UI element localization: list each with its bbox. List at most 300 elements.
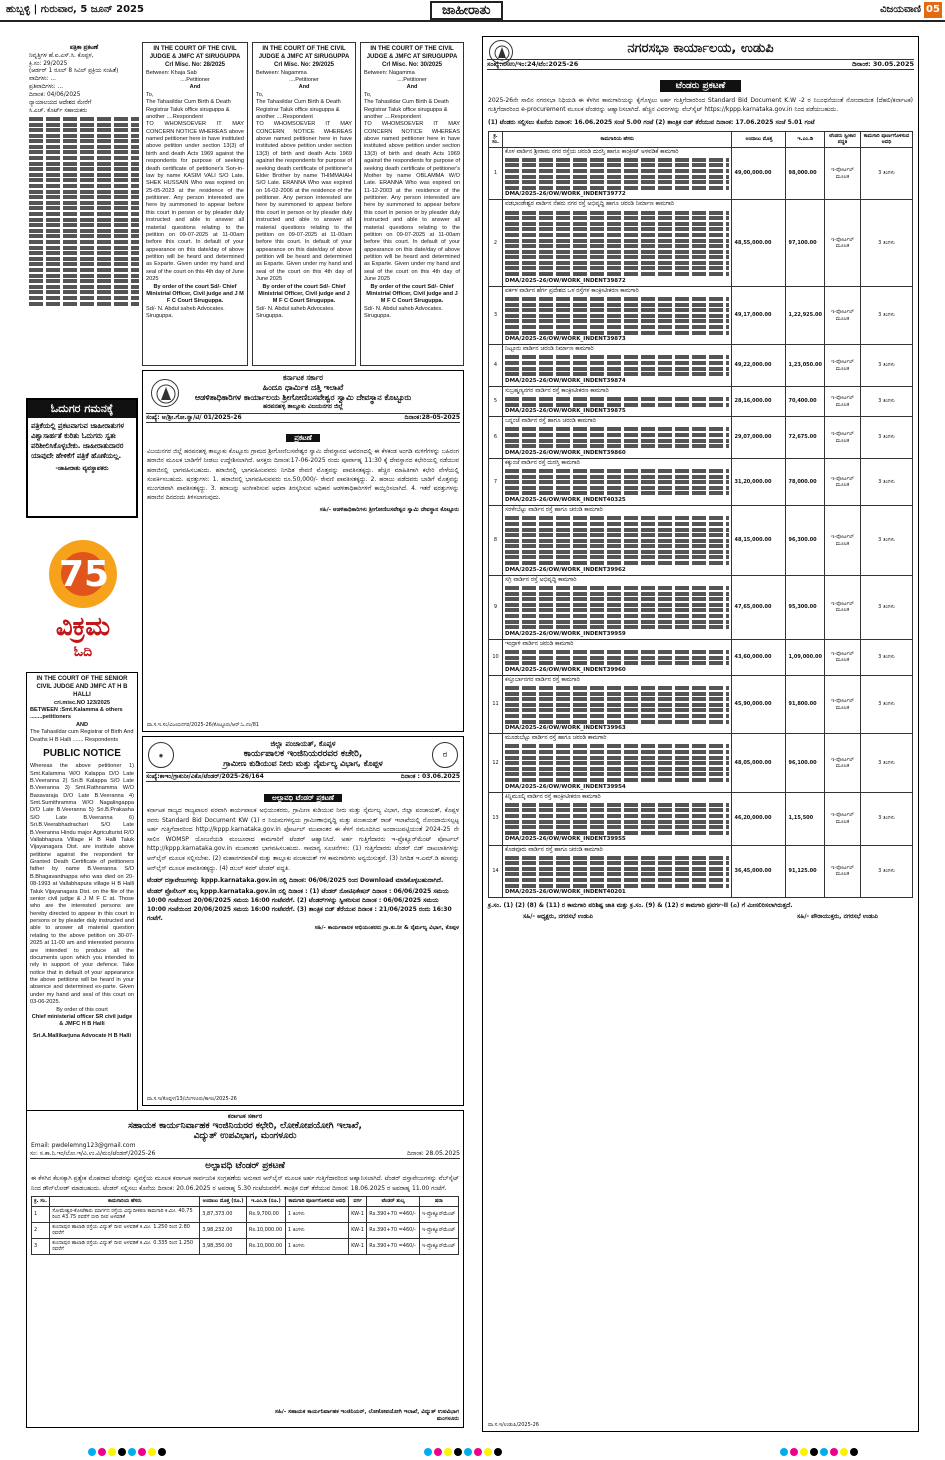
cell-period: 3 ತಿಂಗಳು: [861, 286, 913, 344]
cell-work: [503, 286, 732, 344]
court-notice-3: [360, 42, 464, 366]
cell-mode: ಇ-ಪೋರ್ಟಲ್ ಮೂಲಕ: [825, 458, 861, 505]
table-header: ಕಾಮಗಾರಿ ಪೂರ್ಣಗೊಳಿಸುವ ಅವಧಿ: [285, 1197, 348, 1207]
mangalore-tender-notice: [26, 1110, 464, 1428]
cell-amount: 48,55,000.00: [732, 200, 786, 286]
cell-work: [503, 734, 732, 792]
court-title: IN THE COURT OF THE CIVIL JUDGE & JMFC AT SIRUGUPPA: [366, 46, 458, 60]
cell-mode: ಇ-ಪೋರ್ಟಲ್ ಮೂಲಕ: [825, 200, 861, 286]
cell-emd: 96,300.00: [786, 506, 825, 576]
ref-number: ಸಂಖ್ಯೆ: ಆ/ಶ್ರೀ.ಗೋ.ಸ್ವಾ/ಟಿ/ 01/2025-26: [146, 414, 242, 421]
work-name: ವಡಭಾಂಡೇಶ್ವರ ವಾರ್ಡಿನ ನೆಹರು ನಗರ ರಸ್ತೆ ಅಭಿವೃದ್ಧಿ ಹಾಗೂ ಚರಂಡಿ ನಿರ್ಮಾಣ ಕಾಮಗಾರಿ: [505, 201, 674, 208]
court-sign: By order of the court Sd/- Chief Ministrial Officer, Civil judge and J M F C Court Siruguppa.: [366, 283, 458, 305]
cell-period: 3 ತಿಂಗಳು: [861, 575, 913, 639]
cell-no: 8: [489, 506, 503, 576]
cell-amount: 49,17,000.00: [732, 286, 786, 344]
advocate-sign: Sd/- N. Abdul saheb Advocates. Siruguppa.: [146, 305, 225, 320]
notice-date: ದಿನಾಂಕ: 30.05.2025: [852, 60, 914, 68]
cell-emd: Rs.10,000.00: [247, 1238, 286, 1254]
cell-period: 3 ತಿಂಗಳು: [861, 417, 913, 459]
cell-work: [503, 386, 732, 416]
table-row: [489, 575, 913, 639]
reader-note-body: ಪತ್ರಿಕೆಯಲ್ಲಿ ಪ್ರಕಟವಾಗುವ ಜಾಹೀರಾತುಗಳ ವಿಶ್ವಾಸಾರ್ಹತೆ ಕುರಿತು ಓದುಗರು ಸ್ವತಃ ಪರಿಶೀಲಿಸಿಕೊಳ್ಳಬೇಕು. ಜಾಹೀರಾತುದಾರರ ಯಾವುದೇ ಹೇಳಿಕೆಗೆ ಪತ್ರಿಕೆ ಹೊಣೆಯಲ್ಲ.: [31, 422, 125, 461]
table-row: [489, 417, 913, 459]
cell-amount: 47,65,000.00: [732, 575, 786, 639]
and-label: And: [298, 84, 310, 91]
cell-period: 3 ತಿಂಗಳು: [861, 792, 913, 845]
cell-period: 3 ತಿಂಗಳು: [861, 458, 913, 505]
work-indent: DMA/2025-26/OW/WORK_INDENT39955: [505, 836, 626, 843]
cell-mode: ಇ-ಪೋರ್ಟಲ್ ಮೂಲಕ: [825, 845, 861, 898]
work-description-lines: [505, 650, 729, 665]
cell-work: [503, 639, 732, 675]
udupi-tender-table: [488, 131, 913, 899]
cell-amount: 28,16,000.00: [732, 386, 786, 416]
work-name: ಕೊಳ ವಾರ್ಡಿನ ಶ್ರೀರಾಮ ನಗರ ರಸ್ತೆಯ ಚರಂಡಿ ದುರಸ್ತಿ ಹಾಗೂ ಕಾಂಕ್ರೀಟ್ ಅಳವಡಿಕೆ ಕಾಮಗಾರಿ: [505, 148, 679, 155]
cell-fee: Rs.390+70 =460/-: [367, 1206, 420, 1222]
notice-line: ಪ್ರತಿವಾದಿಗಳು: ...: [29, 84, 64, 91]
and-label: AND: [75, 721, 89, 728]
cell-no: 2: [32, 1222, 50, 1238]
notice-title: ಪ್ರಕಟಣೆ: [286, 434, 320, 442]
and-label: And: [406, 84, 418, 91]
chairman-sign: ಸಹಿ/- ಅಧ್ಯಕ್ಷರು, ನಗರಸಭೆ ಉಡುಪಿ: [523, 913, 593, 921]
jjm-logo-icon: ◉: [148, 742, 174, 768]
table-header: ಟೆಂಡರು ಸ್ವೀಕಾರ ಪದ್ಧತಿ: [825, 131, 861, 147]
work-indent: DMA/2025-26/OW/WORK_INDENT40325: [505, 497, 626, 504]
notice-date: ದಿನಾಂಕ: 28.05.2025: [407, 1150, 460, 1157]
cell-work: ಕುಂದಾಪುರ ಹಾಲಾಡಿ ರಸ್ತೆಯ ವಿದ್ಯುತ್ ದೀಪ ಅಳವಡಿಕೆ ಕಿ.ಮೀ. 0.335 ರಿಂದ 1.250 ರವರೆಗೆ: [50, 1238, 200, 1254]
work-description-lines: [505, 744, 729, 782]
cell-no: 3: [489, 286, 503, 344]
table-header: ಕಾಮಗಾರಿ ಪೂರ್ಣಗೊಳಿಸುವ ಅವಧಿ: [861, 131, 913, 147]
koppal-tender-notice: [142, 736, 464, 1106]
notice-download: ಟೆಂಡರ್ ದಸ್ತಾವೇಜುಗಳನ್ನು kppp.karnataka.gov.in ನಲ್ಲಿ ದಿನಾಂಕ: 06/06/2025 ರಿಂದ Download ಮಾಡಿಕೊಳ್ಳಬಹುದಾಗಿದೆ.: [147, 877, 444, 885]
cell-cls: KW-1: [349, 1222, 367, 1238]
notice-sign: ಸಹಿ/- ಕಾರ್ಯಪಾಲಕ ಅಭಿಯಂತರರು ಗ್ರಾ.ಕು.ನೀ & ನೈರ್ಮಲ್ಯ ವಿಭಾಗ, ಕೊಪ್ಪಳ: [314, 925, 459, 932]
cell-cls: KW-1: [349, 1206, 367, 1222]
cell-emd: 78,000.00: [786, 458, 825, 505]
cell-amount: 29,07,000.00: [732, 417, 786, 459]
cell-amount: 31,20,000.00: [732, 458, 786, 505]
work-indent: DMA/2025-26/OW/WORK_INDENT39875: [505, 408, 626, 415]
table-row: [489, 147, 913, 200]
ref-number: ಸಂ: ಸ.ಕಾ.ನಿ.ಇಂ/ಲೋ.ಇ/ವಿ.ಉ.ವಿ/ಮಂ/ಟೆಂಡರ್/2025-26: [30, 1150, 156, 1157]
work-name: ಸರಳೇಬೆಟ್ಟು ವಾರ್ಡಿನ ರಸ್ತೆ ಹಾಗೂ ಚರಂಡಿ ಕಾಮಗಾರಿ: [505, 507, 603, 514]
notice-footer: ವಾ.ಸ.ಇ/ಕೊಪ್ಪಳ/13/ಬೆಂಗಳೂರು/ಕಾಇಂ/2025-26: [147, 1096, 237, 1103]
cell-mode: ಇ-ಪೋರ್ಟಲ್ ಮೂಲಕ: [825, 345, 861, 387]
notice-footer: ವಾ.ಸ.ಇ/ಉಡುಪಿ/2025-26: [488, 1422, 539, 1429]
work-description-lines: [505, 427, 729, 448]
notice-footer: ವಾ.ಸ.ಇ.ಸಂ/ವಿಜಯನಗರ/2025-26/ಕೊಟ್ಟೂರು/ಆರ್.ಓ.ನಂ/81: [147, 722, 260, 729]
petitioner-label: ....Petitioner: [180, 77, 210, 84]
cell-period: 3 ತಿಂಗಳು: [861, 506, 913, 576]
cell-period: 1 ತಿಂಗಳು: [285, 1238, 348, 1254]
cell-amount: 43,60,000.00: [732, 639, 786, 675]
cell-emd: 91,125.00: [786, 845, 825, 898]
to-label: To,: [364, 91, 372, 98]
cell-mode: ಇ-ಪೋರ್ಟಲ್ ಮೂಲಕ: [825, 386, 861, 416]
work-description-lines: [505, 856, 729, 888]
notice-line: ನಿವೃತ್ತಿಗಳ ಹೆ.ಐ.ಎಸ್.ಸಿ. ಕೊಪ್ಪಳ,: [29, 52, 94, 59]
cell-work: ಕುಂದಾಪುರ ಹಾಲಾಡಿ ರಸ್ತೆಯ ವಿದ್ಯುತ್ ದೀಪ ಅಳವಡಿಕೆ ಕಿ.ಮೀ. 1.250 ರಿಂದ 2.80 ರವರೆಗೆ: [50, 1222, 200, 1238]
cell-mode: ಇ-ಪೋರ್ಟಲ್ ಮೂಲಕ: [825, 792, 861, 845]
cell-emd: Rs.9,700.00: [247, 1206, 286, 1222]
work-indent: DMA/2025-26/OW/WORK_INDENT39772: [505, 191, 626, 198]
work-name: ಸಗ್ರಿ ವಾರ್ಡಿನ ರಸ್ತೆ ಅಭಿವೃದ್ಧಿ ಕಾಮಗಾರಿ: [505, 576, 577, 583]
work-description-lines: [505, 686, 729, 724]
table-row: [489, 286, 913, 344]
cell-fee: Rs.390+70 =460/-: [367, 1222, 420, 1238]
cell-work: [503, 345, 732, 387]
cell-no: 2: [489, 200, 503, 286]
work-description-lines: [505, 355, 729, 376]
work-name: ಮೂಡುಬೆಟ್ಟು ವಾರ್ಡಿನ ರಸ್ತೆ ಹಾಗೂ ಚರಂಡಿ ಕಾಮಗಾರಿ: [505, 735, 607, 742]
court-title: IN THE COURT OF THE CIVIL JUDGE & JMFC AT SIRUGUPPA: [149, 46, 241, 60]
table-header: ವರ್ಗ: [349, 1197, 367, 1207]
udupi-title: ನಗರಸಭಾ ಕಾರ್ಯಾಲಯ, ಉಡುಪಿ: [627, 41, 774, 56]
cell-mode: ಇ-ಪೋರ್ಟಲ್ ಮೂಲಕ: [825, 417, 861, 459]
cell-no: 1: [489, 147, 503, 200]
work-indent: DMA/2025-26/OW/WORK_INDENT39959: [505, 630, 626, 637]
petitioner-label: ....Petitioner: [289, 77, 319, 84]
table-header: ಇ.ಎಂ.ಡಿ (ರೂ.): [247, 1197, 286, 1207]
court-title: IN THE COURT OF THE CIVIL JUDGE & JMFC AT SIRUGUPPA: [258, 46, 350, 60]
reader-note-sign: -ಜಾಹೀರಾತು ವ್ಯವಸ್ಥಾಪಕರು: [55, 464, 109, 472]
notice-date: ದಿನಾಂಕ:28-05-2025: [404, 414, 460, 421]
cell-mode: ಇ-ಪೋರ್ಟಲ್ ಮೂಲಕ: [825, 506, 861, 576]
work-indent: DMA/2025-26/OW/WORK_INDENT39874: [505, 377, 626, 384]
cell-no: 13: [489, 792, 503, 845]
to-label: To,: [146, 91, 154, 98]
masthead-city-date: ಹುಬ್ಬಳ್ಳಿ | ಗುರುವಾರ, 5 ಜೂನ್ 2025: [6, 4, 144, 15]
work-name: ಕೊಡವೂರು ವಾರ್ಡಿನ ರಸ್ತೆ ಹಾಗೂ ಚರಂಡಿ ಕಾಮಗಾರಿ: [505, 846, 603, 853]
koppal-line1: ಜಿಲ್ಲಾ ಪಂಚಾಯತ್, ಕೊಪ್ಪಳ: [270, 740, 336, 748]
cell-emd: 72,675.00: [786, 417, 825, 459]
koppal-line3: ಗ್ರಾಮೀಣ ಕುಡಿಯುವ ನೀರು ಮತ್ತು ನೈರ್ಮಲ್ಯ ವಿಭಾಗ, ಕೊಪ್ಪಳ: [223, 759, 383, 768]
cell-period: 3 ತಿಂಗಳು: [861, 675, 913, 733]
notice-line: ದಿನಾಂಕ: 04/06/2025: [29, 91, 81, 98]
cell-period: 3 ತಿಂಗಳು: [861, 386, 913, 416]
notice-title: ಟೆಂಡರು ಪ್ರಕಟಣೆ: [660, 80, 741, 92]
cell-amount: 49,22,000.00: [732, 345, 786, 387]
cell-work: [503, 147, 732, 200]
cell-amount: 36,45,000.00: [732, 845, 786, 898]
cell-no: 5: [489, 386, 503, 416]
cell-emd: 97,100.00: [786, 200, 825, 286]
cell-cls: KW-1: [349, 1238, 367, 1254]
table-row: [489, 734, 913, 792]
gov-name: ಕರ್ನಾಟಕ ಸರ್ಕಾರ: [227, 1113, 263, 1120]
parties-between: BETWEEN :Smt.Kalamma & others ........petitioners: [30, 707, 123, 721]
court-notice-1: [142, 42, 248, 366]
cell-work: [503, 458, 732, 505]
table-row: [489, 675, 913, 733]
notice-dates: (1) ಟೆಂಡರು ಸಲ್ಲಿಸಲು ಕೊನೆಯ ದಿನಾಂಕ: 16.06.2025 ಸಂಜೆ 5.00 ಗಂಟೆ (2) ತಾಂತ್ರಿಕ ಬಿಡ್ ತೆರೆಯುವ ದಿನಾಂಕ: 17.06.2025 ಸಂಜೆ 5.01 ಗಂಟೆ: [488, 118, 815, 126]
parties-between: Between: Khaja Sab: [146, 69, 197, 76]
cell-amount: 3,87,373.00: [200, 1206, 247, 1222]
work-name: ಕಿನ್ನಿಮೂಲ್ಕಿ ವಾರ್ಡಿನ ರಸ್ತೆ ಕಾಂಕ್ರೀಟೀಕರಣ ಕಾಮಗಾರಿ: [505, 793, 601, 800]
cell-work: [503, 417, 732, 459]
table-row: [32, 1222, 459, 1238]
notice-body: ಈ ಕೆಳಗಿನ ಕೆಲಸಕ್ಕಾಗಿ ಪ್ರತ್ಯೇಕ ಮೊಹರಾದ ಟೆಂಡರನ್ನು ವ್ಯವಸ್ಥೆಯ ಮೂಲಕ ಕರ್ನಾಟಕ ಸಾರ್ವಜನಿಕ ಸಂಗ್ರಹಣೆಯ ಅನುಸಾರ ಆನ್‌ಲೈನ್ ಮೂಲಕ ಅರ್ಹ ಗುತ್ತಿಗೆದಾರರಿಂದ ಆಹ್ವಾನಿಸಲಾಗಿದೆ. ಟೆಂಡರ್ ದಸ್ತಾವೇಜುಗಳನ್ನು ವೆಬ್‌ಸೈಟ್ ನಿಂದ ಡೌನ್‌ಲೋಡ್ ಮಾಡಬಹುದು. ಟೆಂಡರ್ ಸಲ್ಲಿಸಲು ಕೊನೆಯ ದಿನಾಂಕ: 20.06.2025 ರ ಅಪರಾಹ್ನ 5.30 ಗಂಟೆಯವರೆಗೆ. ತಾಂತ್ರಿಕ ಬಿಡ್ ತೆರೆಯುವ ದಿನಾಂಕ: 18.06.2025 ರ ಅಪರಾಹ್ನ 11.00 ಗಂಟೆಗೆ.: [31, 1175, 459, 1192]
work-indent: DMA/2025-26/OW/WORK_INDENT39873: [505, 336, 626, 343]
cell-amount: 48,05,000.00: [732, 734, 786, 792]
officer-sign: Chief ministerial officer SR civil judge & JMFC H B Halli: [31, 1013, 133, 1028]
table-header: ಟೆಂಡರ್ ಶುಲ್ಕ: [367, 1197, 420, 1207]
cell-period: 3 ತಿಂಗಳು: [861, 200, 913, 286]
cell-amount: 3,98,350.00: [200, 1238, 247, 1254]
advocate-sign: Sd/- N. Abdul saheb Advocates. Siruguppa.: [256, 305, 335, 320]
cell-period: 1 ತಿಂಗಳು: [285, 1206, 348, 1222]
work-indent: DMA/2025-26/OW/WORK_INDENT39962: [505, 566, 626, 573]
work-name: ಪರ್ಕಳ ವಾರ್ಡಿನ ಹೆರ್ಗ ಪ್ರದೇಶದ ಒಳ ರಸ್ತೆಗಳ ಕಾಂಕ್ರೀಟೀಕರಣ ಕಾಮಗಾರಿ: [505, 287, 639, 294]
work-description-lines: [505, 397, 729, 407]
notice-body: ಕರ್ನಾಟಕ ರಾಜ್ಯದ ರಾಜ್ಯಪಾಲರ ಪರವಾಗಿ ಕಾರ್ಯಪಾಲಕ ಅಭಿಯಂತರರು, ಗ್ರಾಮೀಣ ಕುಡಿಯುವ ನೀರು ಮತ್ತು ನೈರ್ಮಲ್ಯ ವಿಭಾಗ, ಜಿಲ್ಲಾ ಪಂಚಾಯತ್, ಕೊಪ್ಪಳ ರವರು Standard Bid Document KW (1) ರ ನಿಯಮಗಳನ್ವಯ ಗ್ರಾಮೀಣಾಭಿವೃದ್ಧಿ ಮತ್ತು ಪಂಚಾಯತ್ ರಾಜ್ ಇಲಾಖೆಯಲ್ಲಿ ನೋಂದಾಯಿಸಲ್ಪಟ್ಟ ಅರ್ಹ ಗುತ್ತಿಗೆದಾರರಿಂದ http://kppp.karnataka.gov.in ಪೋರ್ಟಲ್ ಮುಖಾಂತರ ಈ ಕೆಳಗೆ ನಮೂದಿಸಿದ ಅಂದಾಜುಪಟ್ಟಿಯಂತೆ 2024-25 ನೇ ಸಾಲಿನ WOMSP ಯೋಜನೆಯಡಿ ಮಂಜೂರಾದ ಕಾಮಗಾರಿಗೆ ಟೆಂಡರ್ ಆಹ್ವಾನಿಸಿದೆ. ಅರ್ಹ ಗುತ್ತಿಗೆದಾರರು ಇ-ಪ್ರೊಕ್ಯೂರ್‌ಮೆಂಟ್ ಪೋರ್ಟಲ್ http://kppp.karnataka.gov.in ಮುಖಾಂತರ ಭಾಗವಹಿಸಬಹುದು. ಸಾಮಾನ್ಯ ಸೂಚನೆಗಳು: (1) ಗುತ್ತಿಗೆದಾರರು ಟೆಂಡರ್ ಬಿಡ್ ದಾಖಲಾತಿಗಳನ್ನು ಆನ್‌ಲೈನ್ ಮೂಲಕ ಸಲ್ಲಿಸಬೇಕು. (2) ಮಹಾನಗರಪಾಲಿಕೆ ಮತ್ತು ತಾಲ್ಲೂಕು ಪಂಚಾಯತ್ ಗಳ ಕಾಮಗಾರಿಗಳು ಅನ್ವಯಿಸುತ್ತವೆ. (3) ನಿಗದಿತ ಇ.ಎಮ್.ಡಿ ಹಣವನ್ನು ಆನ್‌ಲೈನ್ ಮೂಲಕ ಪಾವತಿಸತಕ್ಕದ್ದು. (4) ಡಬಲ್ ಕವರ್ ಟೆಂಡರ್ ಪದ್ದತಿ.: [147, 807, 459, 872]
case-number: Crl Misc. No: 29/2025: [273, 61, 335, 68]
work-indent: DMA/2025-26/OW/WORK_INDENT39960: [505, 666, 626, 673]
cell-work: [503, 575, 732, 639]
notice-sign: ಸಹಿ/- ಸಹಾಯಕ ಕಾರ್ಯನಿರ್ವಾಹಕ ಇಂಜಿನಿಯರ್, ಲೋಕೋಪಯೋಗಿ ಇಲಾಖೆ, ವಿದ್ಯುತ್ ಉಪವಿಭಾಗ ಮಂಗಳೂರು: [274, 1408, 459, 1423]
notice-body: TO WHOMSOEVER IT MAY CONCERN NOTICE WHEREAS above named petitioner here in have instituted above petition under section 13(3) of birth and death Acts 1969 against the respondents for purpose of seeking death certificate of petitioner's Son-in-law by name KASIM VALI S/O Late. SHEK HUSSAIN Who was expired on 25-05-2023 at the residence of the petitioner. Any person interested are here by summoned to appear before this court in person or by pleader duly instructed and able to answer all material questions relating to the petition on 09-07-2025 at 11-00am before this court. In default of your appearance on this date/day of above petition will be heard and determined as Exparte. Given under my hand and seal of the court on this 4th day of June 2025: [146, 121, 244, 283]
cell-no: 9: [489, 575, 503, 639]
cell-no: 6: [489, 417, 503, 459]
notice-title: ಅಲ್ಪಾವಧಿ ಟೆಂಡರ್ ಪ್ರಕಟಣೆ: [205, 1161, 285, 1171]
cell-mode: ಇ-ಪೋರ್ಟಲ್ ಮೂಲಕ: [825, 734, 861, 792]
table-row: [489, 506, 913, 576]
cell-emd: 98,000.00: [786, 147, 825, 200]
notice-body: TO WHOMSOEVER IT MAY CONCERN NOTICE WHEREAS above named petitioner here in have instituted above petition under section 13(3) of birth and death Acts 1969 against the respondents for purpose of seeking death certificate of petitioner's Mother by name OBLAMMA W/O Late. ERANNA Who was expired on 11-12-2003 at the residence of the petitioner. Any person interested are here by summoned to appear before this court in person or by pleader duly instructed and able to answer all material questions relating to the petition on 09-07-2025 at 11-00am before this court. In default of your appearance on this date/day of above petition will be heard and determined as Exparte. Given under my hand and seal of the court on this 4th day of June 2025: [364, 121, 460, 283]
cell-period: 3 ತಿಂಗಳು: [861, 845, 913, 898]
notice-line: (ಆರ್ಡರ್ 1 ರೂಲ್ 8 ಸಿವಿಲ್ ಪ್ರಕ್ರಿಯ ಸಂಹಿತೆ): [29, 68, 119, 75]
cell-note: ಇ-ಪ್ರೊಕ್ಯೂರ್‌ಮೆಂಟ್: [419, 1206, 458, 1222]
table-header: ಇ.ಎಂ.ಡಿ: [786, 131, 825, 147]
cell-amount: 49,00,000.00: [732, 147, 786, 200]
work-indent: DMA/2025-26/OW/WORK_INDENT39872: [505, 277, 626, 284]
work-description-lines: [505, 803, 729, 835]
cell-note: ಇ-ಪ್ರೊಕ್ಯೂರ್‌ಮೆಂಟ್: [419, 1222, 458, 1238]
office-place: ಹರಪನಹಳ್ಳಿ ತಾಲ್ಲೂಕು ವಿಜಯನಗರ ಜಿಲ್ಲೆ: [263, 403, 343, 410]
cell-work: [503, 845, 732, 898]
logo-number: 75: [59, 554, 110, 595]
parties-between: Between: Nagamma: [364, 69, 415, 76]
dept-name: ಹಿಂದೂ ಧಾರ್ಮಿಕ ದತ್ತಿ ಇಲಾಖೆ: [262, 383, 344, 392]
print-registration-right: [780, 1448, 858, 1456]
cell-period: 3 ತಿಂಗಳು: [861, 345, 913, 387]
notice-text-lines: [29, 117, 139, 306]
court-title: IN THE COURT OF THE SENIOR CIVIL JUDGE AND JMFC AT H B HALLI: [36, 676, 128, 698]
work-name: ಕಸ್ತೂರ್ಬಾನಗರ ವಾರ್ಡಿನ ರಸ್ತೆ ಕಾಮಗಾರಿ: [505, 676, 580, 683]
cell-emd: 1,09,000.00: [786, 639, 825, 675]
cell-work: [503, 792, 732, 845]
cell-emd: 70,400.00: [786, 386, 825, 416]
section-title: ಜಾಹೀರಾತು: [430, 1, 503, 20]
cell-no: 11: [489, 675, 503, 733]
cell-emd: 96,100.00: [786, 734, 825, 792]
work-indent: DMA/2025-26/OW/WORK_INDENT39860: [505, 449, 626, 456]
work-description-lines: [505, 586, 729, 629]
respondents: The Tahasildar cum Registrar of Birth And Deaths H B Halli ....... Respondents: [30, 729, 134, 743]
respondent: The Tahasildar Cum Birth & Death Registrar Taluk office siruguppa & another ....Respondent: [364, 99, 449, 120]
cell-emd: 1,22,925.00: [786, 286, 825, 344]
masthead: [0, 0, 945, 22]
cell-work: [503, 675, 732, 733]
cell-emd: Rs.10,000.00: [247, 1222, 286, 1238]
table-row: [489, 345, 913, 387]
koppal-line2: ಕಾರ್ಯಪಾಲಕ ಇಂಜಿನಿಯರರವರ ಕಚೇರಿ,: [243, 749, 363, 759]
cell-emd: 1,15,500: [786, 792, 825, 845]
cell-no: 3: [32, 1238, 50, 1254]
cell-amount: 48,15,000.00: [732, 506, 786, 576]
notice-line: ಕ್ರಿ.ಸಂ: 29/2025: [29, 60, 68, 67]
notice-line: ಪತ್ರಿಕಾ ಪ್ರಕಟಣೆ: [69, 45, 99, 51]
vikrama-75-logo: [27, 532, 139, 664]
work-description-lines: [505, 158, 729, 190]
cell-no: 14: [489, 845, 503, 898]
kannada-court-notice: [26, 42, 142, 318]
cell-no: 7: [489, 458, 503, 505]
cell-work: [503, 200, 732, 286]
cell-emd: 1,23,050.00: [786, 345, 825, 387]
office-line1: ಸಹಾಯಕ ಕಾರ್ಯನಿರ್ವಾಹಕ ಇಂಜಿನಿಯರರ ಕಛೇರಿ, ಲೋಕೋಪಯೋಗಿ ಇಲಾಖೆ,: [128, 1121, 362, 1131]
work-indent: DMA/2025-26/OW/WORK_INDENT40201: [505, 889, 626, 896]
work-indent: DMA/2025-26/OW/WORK_INDENT39954: [505, 783, 626, 790]
notice-body: ವಿಜಯನಗರ ಜಿಲ್ಲೆ ಹರಪನಹಳ್ಳಿ ತಾಲ್ಲೂಕು ಕೊಟ್ಟೂರು ಗ್ರಾಮದ ಶ್ರೀಗೋಣಿಬಸವೇಶ್ವರ ಸ್ವಾಮಿ ದೇವಸ್ಥಾನದ ಆವರಣದಲ್ಲಿ ಈ ಕೆಳಕಂಡ ಅಂಗಡಿ ಮಳಿಗೆಗಳನ್ನು ಬಹಿರಂಗ ಹರಾಜಿನ ಮೂಲಕ ಬಾಡಿಗೆಗೆ ನೀಡಲು ಉದ್ದೇಶಿಸಲಾಗಿದೆ. ಆಸಕ್ತರು ದಿನಾಂಕ:17-06-2025 ರಂದು ಪೂರ್ವಾಹ್ನ 11:30 ಕ್ಕೆ ದೇವಸ್ಥಾನದ ಕಛೇರಿಯಲ್ಲಿ ನಡೆಯುವ ಹರಾಜಿನಲ್ಲಿ ಭಾಗವಹಿಸಬಹುದು. ಹರಾಜಿನಲ್ಲಿ ಭಾಗವಹಿಸುವವರು ನಿಗದಿತ ಠೇವಣಿ ಮೊತ್ತವನ್ನು ಪಾವತಿಸತಕ್ಕದ್ದು. ಹೆಚ್ಚಿನ ಮಾಹಿತಿಗಾಗಿ ಕಛೇರಿ ವೇಳೆಯಲ್ಲಿ ಸಂಪರ್ಕಿಸಬಹುದು. ಷರತ್ತುಗಳು: 1. ಹರಾಜಿನಲ್ಲಿ ಭಾಗವಹಿಸುವವರು ರೂ.50,000/- ಠೇವಣಿ ಪಾವತಿಸತಕ್ಕದ್ದು. 2. ಹರಾಜು ಪಡೆದವರು ಬಾಡಿಗೆ ಮೊತ್ತವನ್ನು ಮುಂಗಡವಾಗಿ ಪಾವತಿಸತಕ್ಕದ್ದು. 3. ಹರಾಜನ್ನು ಅಂಗೀಕರಿಸುವ ಅಥವಾ ತಿರಸ್ಕರಿಸುವ ಅಧಿಕಾರ ಆಡಳಿತಾಧಿಕಾರಿಗಳಿಗೆ ಕಾಯ್ದಿರಿಸಲಾಗಿದೆ. 4. ಇತರೆ ಷರತ್ತುಗಳನ್ನು ಹರಾಜಿನ ದಿನದಂದು ತಿಳಿಸಲಾಗುವುದು.: [147, 448, 459, 502]
table-header: ಅಂದಾಜು ಮೊತ್ತ (ರೂ.): [200, 1197, 247, 1207]
work-description-lines: [505, 211, 729, 277]
cell-mode: ಇ-ಪೋರ್ಟಲ್ ಮೂಲಕ: [825, 575, 861, 639]
table-header: ಕಾಮಗಾರಿಯ ಹೆಸರು: [50, 1197, 200, 1207]
notice-date: ದಿನಾಂಕ : 03.06.2025: [400, 773, 460, 780]
govt-emblem-icon: [151, 379, 179, 407]
reader-note-title: ಓದುಗರ ಗಮನಕ್ಕೆ: [28, 400, 136, 418]
cell-amount: 3,98,232.00: [200, 1222, 247, 1238]
notice-dates: ಟೆಂಡರ್ ಪ್ರೊಸೆಸಿಂಗ್ ಶುಲ್ಕ kppp.karnataka.gov.in ನಲ್ಲಿ ದಿನಾಂಕ : (1) ಟೆಂಡರ್ ನೋಟಿಫಿಕೇಷನ್ ದಿನಾಂಕ : 06/06/2025 ಸಮಯ 10:00 ಗಂಟೆಯಿಂದ 20/06/2025 ಸಮಯ 16:00 ಗಂಟೆವರೆಗೆ. (2) ಟೆಂಡರ್‌ಗಳನ್ನು ಸ್ವೀಕರಿಸುವ ದಿನಾಂಕ : 06/06/2025 ಸಮಯ 10:00 ಗಂಟೆಯಿಂದ 20/06/2025 ಸಮಯ 16:00 ಗಂಟೆವರೆಗೆ. (3) ತಾಂತ್ರಿಕ ಬಿಡ್ ತೆರೆಯುವ ದಿನಾಂಕ : 21/06/2025 ರಂದು 16:30 ಗಂಟೆಗೆ.: [147, 888, 452, 923]
cell-work: ಸೋಮೇಶ್ವರ-ಕೋಟೆಕಾರು ಮಾರ್ಗದ ರಸ್ತೆಯ ವಿದ್ಯುದೀಕರಣ ಕಾಮಗಾರಿ ಕಿ.ಮೀ. 40.75 ರಿಂದ 43.75 ರವರೆಗೆ ಬೀದಿ ದೀಪ ಅಳವಡಿಕೆ: [50, 1206, 200, 1222]
udupi-tender-notice: [482, 36, 919, 1432]
court-notice-2: [252, 42, 356, 366]
table-header: ಅಂದಾಜು ಮೊತ್ತ: [732, 131, 786, 147]
cell-no: 1: [32, 1206, 50, 1222]
table-row: [489, 639, 913, 675]
paper-name: ವಿಜಯವಾಣಿ: [880, 4, 921, 15]
court-sign: By order of the court Sd/- Chief Ministrial Officer, Civil judge and J M F C Court Siruguppa.: [258, 283, 350, 305]
table-row: [489, 845, 913, 898]
table-header: ಕ್ರ. ಸಂ.: [489, 131, 503, 147]
cell-period: 3 ತಿಂಗಳು: [861, 147, 913, 200]
cell-mode: ಇ-ಪೋರ್ಟಲ್ ಮೂಲಕ: [825, 675, 861, 733]
table-row: [489, 792, 913, 845]
office-line2: ವಿದ್ಯುತ್ ಉಪವಿಭಾಗ, ಮಂಗಳೂರು: [193, 1131, 297, 1141]
cell-no: 4: [489, 345, 503, 387]
print-registration-center: [424, 1448, 502, 1456]
case-number: Crl Misc. No: 30/2025: [381, 61, 443, 68]
table-header: ಷರಾ: [419, 1197, 458, 1207]
office-email: Email: pwdelemng123@gmail.com: [31, 1142, 136, 1149]
logo-sub: ಓದಿ: [73, 644, 93, 660]
parties-between: Between: Nagamma: [256, 69, 307, 76]
work-name: ಸುಬ್ರಹ್ಮಣ್ಯನಗರ ವಾರ್ಡಿನ ರಸ್ತೆ ಕಾಂಕ್ರೀಟೀಕರಣ ಕಾಮಗಾರಿ: [505, 387, 609, 394]
work-name: ಇಂದ್ರಾಳಿ ವಾರ್ಡಿನ ಚರಂಡಿ ಕಾಮಗಾರಿ: [505, 640, 574, 647]
court-sign: By order of the court Sd/- Chief Ministrial Officer, Civil judge and J M F C Court Siruguppa.: [146, 283, 244, 305]
reservation-note: ಕ್ರ.ಸಂ. (1) (2) (8) & (11) ರ ಕಾಮಗಾರಿ ಪರಿಶಿಷ್ಟ ಜಾತಿ ಮತ್ತು ಕ್ರ.ಸಂ. (9) & (12) ರ ಕಾಮಗಾರಿ ಪ್ರವರ್ಗ-II (ಎ) ಗೆ ಮೀಸಲಿರಿಸಲಾಗಿರುತ್ತದೆ.: [488, 902, 793, 910]
notice-body: TO WHOMSOEVER IT MAY CONCERN NOTICE WHEREAS above named petitioner here in have instituted above petition under section 13(3) of birth and death Acts 1969 against the respondents for purpose of seeking death certificate of petitioner's Elder Brother by name THIMMAIAH S/O Late. ERANNA Who was expired on 16-02-2006 at the residence of the petitioner. Any person interested are here by summoned to appear before this court in person or by pleader duly instructed and able to answer all material questions relating to the petition on 09-07-2025 at 11-00am before this court. In default of your appearance on this date/day of above petition will be heard and determined as Exparte. Given under my hand and seal of the court on this 4th day of June 2025: [256, 121, 352, 283]
mangalore-tender-table: [31, 1196, 459, 1255]
and-label: And: [189, 84, 201, 91]
notice-line: ಸಿ.ಎಚ್. ಕೊರ್ಟ್ ಸಹಾಯಕರು: [29, 107, 88, 114]
work-description-lines: [505, 516, 729, 565]
cell-mode: ಇ-ಪೋರ್ಟಲ್ ಮೂಲಕ: [825, 286, 861, 344]
gov-name: ಕರ್ನಾಟಕ ಸರ್ಕಾರ: [283, 374, 323, 382]
swachh-logo-icon: ಠ: [432, 742, 458, 768]
cell-no: 10: [489, 639, 503, 675]
logo-name: ವಿಕ್ರಮ: [55, 612, 111, 642]
table-row: [32, 1206, 459, 1222]
table-row: [489, 458, 913, 505]
office-name: ಆಡಳಿತಾಧಿಕಾರಿಗಳ ಕಾರ್ಯಾಲಯ ಶ್ರೀಗೋಣಿಬಸವೇಶ್ವರ ಸ್ವಾಮಿ ದೇವಸ್ಥಾನ ಕೊಟ್ಟೂರು: [194, 393, 412, 402]
advocate-sign: Sri.A.Mallikarjuna Advocate H B Halli: [32, 1032, 132, 1039]
cell-amount: 45,90,000.00: [732, 675, 786, 733]
work-name: ಬನ್ನಂಜೆ ವಾರ್ಡಿನ ರಸ್ತೆ ಹಾಗೂ ಚರಂಡಿ ಕಾಮಗಾರಿ: [505, 418, 596, 425]
cell-emd: 91,800.00: [786, 675, 825, 733]
reader-note: [26, 398, 138, 518]
work-description-lines: [505, 297, 729, 335]
cell-amount: 46,20,000.00: [732, 792, 786, 845]
table-row: [32, 1238, 459, 1254]
work-name: ನಿಟ್ಟೂರು ವಾರ್ಡಿನ ಚರಂಡಿ ನಿರ್ಮಾಣ ಕಾಮಗಾರಿ: [505, 346, 594, 353]
cell-note: ಇ-ಪ್ರೊಕ್ಯೂರ್‌ಮೆಂಟ್: [419, 1238, 458, 1254]
cell-fee: Rs.390+70 =460/-: [367, 1238, 420, 1254]
table-header: ಕ್ರ. ಸಂ.: [32, 1197, 50, 1207]
cell-mode: ಇ-ಪೋರ್ಟಲ್ ಮೂಲಕ: [825, 639, 861, 675]
advocate-sign: Sd/- N. Abdul saheb Advocates. Siruguppa.: [364, 305, 443, 320]
cell-work: [503, 506, 732, 576]
public-notice-title: PUBLIC NOTICE: [43, 747, 121, 759]
print-registration-left: [88, 1448, 166, 1456]
ref-number: ಸಂಖ್ಯೆ:ಕಾಇಂ/ಗ್ರಾಕುನೀ/ವಿಕೊ/ಟೆಂಡರ್/2025-26/164: [146, 773, 264, 780]
work-name: ಕಕ್ಕುಂಜೆ ವಾರ್ಡಿನ ರಸ್ತೆ ದುರಸ್ತಿ ಕಾಮಗಾರಿ: [505, 459, 580, 466]
case-number: cri.misc.NO 123/2025: [54, 699, 110, 706]
notice-line: ನ್ಯಾಯಾಲಯದ ಆದೇಶದ ಮೇರೆಗೆ: [29, 99, 92, 106]
ref-number: ಸಂಖ್ಯೆ:ನಸಉ/ಇಂ:24/ಟೆಂ:2025-26: [487, 60, 579, 68]
work-indent: DMA/2025-26/OW/WORK_INDENT39963: [505, 725, 626, 732]
respondent: The Tahasildar Cum Birth & Death Registrar Taluk office siruguppa & another ....Respondent: [256, 99, 341, 120]
notice-line: ವಾದಿಗಳು: ...: [29, 76, 56, 83]
cell-no: 12: [489, 734, 503, 792]
temple-notice: [142, 370, 464, 732]
to-label: To,: [256, 91, 264, 98]
table-header: ಕಾಮಗಾರಿಯ ಹೆಸರು: [503, 131, 732, 147]
table-row: [489, 386, 913, 416]
cell-period: 1 ತಿಂಗಳು: [285, 1222, 348, 1238]
commissioner-sign: ಸಹಿ/- ಪೌರಾಯುಕ್ತರು, ನಗರಸಭೆ ಉಡುಪಿ: [797, 913, 878, 921]
table-row: [489, 200, 913, 286]
respondent: The Tahasildar Cum Birth & Death Registrar Taluk office siruguppa & another ....Respondent: [146, 99, 231, 120]
cell-period: 3 ತಿಂಗಳು: [861, 639, 913, 675]
notice-sign: ಸಹಿ/- ಆಡಳಿತಾಧಿಕಾರಿಗಳು ಶ್ರೀಗೋಣಿಬಸವೇಶ್ವರ ಸ್ವಾಮಿ ದೇವಸ್ಥಾನ ಕೊಟ್ಟೂರು: [319, 506, 459, 513]
case-number: Crl Misc. No: 28/2025: [164, 61, 226, 68]
notice-intro: 2025-26ನೇ ಸಾಲಿನ ನಗರಸಭಾ ನಿಧಿಯಡಿ ಈ ಕೆಳಗಿನ ಕಾಮಗಾರಿಯನ್ನು ಕೈಗೊಳ್ಳಲು ಅರ್ಹ ಗುತ್ತಿಗೆದಾರರಿಂದ Standard Bid Document K.W -2 ರ ನಿಬಂಧನೆಯಂತೆ ನೋಂದಾಯಿತ (ದೆಹಲಿ/ಕರ್ನಾಟಕ) ಗುತ್ತಿಗೆದಾರರಿಂದ e-procurement ಮೂಲಕ ಟೆಂಡರನ್ನು ಆಹ್ವಾನಿಸಲಾಗಿದೆ. ಹೆಚ್ಚಿನ ವಿವರಗಳನ್ನು ವೆಬ್‌ಸೈಟ್ https://kppp.karnataka.gov.in ನಿಂದ ಪಡೆಯಬಹುದು.: [488, 97, 913, 114]
cell-period: 3 ತಿಂಗಳು: [861, 734, 913, 792]
notice-body: Whereas the above petitioner 1) Smt.Kalamma W/O Kalappa D/O Late B.Veeranna 2) Sri.B Kalappa S/O Late B.Veeranna 3) Smt.Rathnamma W/O Basavaraja D/O Late B.Veeranna 4) Smt.Sumithramma W/O Nagalingappa D/O Late B.Veeranna 5) Sri.B.Prakasha S/O Late B.Veeranna 6) Sri.B.Veerabhadrachari S/O Late B.Veeranna Hindu major Agriculturist R/O Vallabhapura Village H B Halli Taluk Vijayanagara Dist. are institute above petitione against the respondent for Granted Death Certificate of petitioners father by name B.Veeranna S/O B.Bhagavanthappa who was died on 20-08-1993 at Vallabhapura village H B Halli Taluk Vijayanagara Dist. on the file of the senior civil judge & J M F C at. Those who are the interested persons are hereby directed to appear in this court in persons or by pleader duly instructed and able to answer all material question relating to the above petition on 30-07-2025 at 11-00 am and interested persons are intended to produce all the documents upon which you intended to rely in support of your defence. Take notice that in default of your appearance the above petitions will be heard in your absence and determined ex-parte. Given under my hand and seal of this court on 03-06-2025.: [30, 763, 134, 1006]
notice-title: ಅಲ್ಪಾವಧಿ ಟೆಂಡರ್ ಪ್ರಕಟಣೆ: [264, 794, 342, 802]
order-line: By order of this court: [56, 1006, 108, 1013]
work-description-lines: [505, 469, 729, 495]
cell-mode: ಇ-ಪೋರ್ಟಲ್ ಮೂಲಕ: [825, 147, 861, 200]
petitioner-label: ....Petitioner: [397, 77, 427, 84]
page-number: 05: [924, 2, 942, 18]
udupi-emblem-icon: [489, 40, 513, 64]
